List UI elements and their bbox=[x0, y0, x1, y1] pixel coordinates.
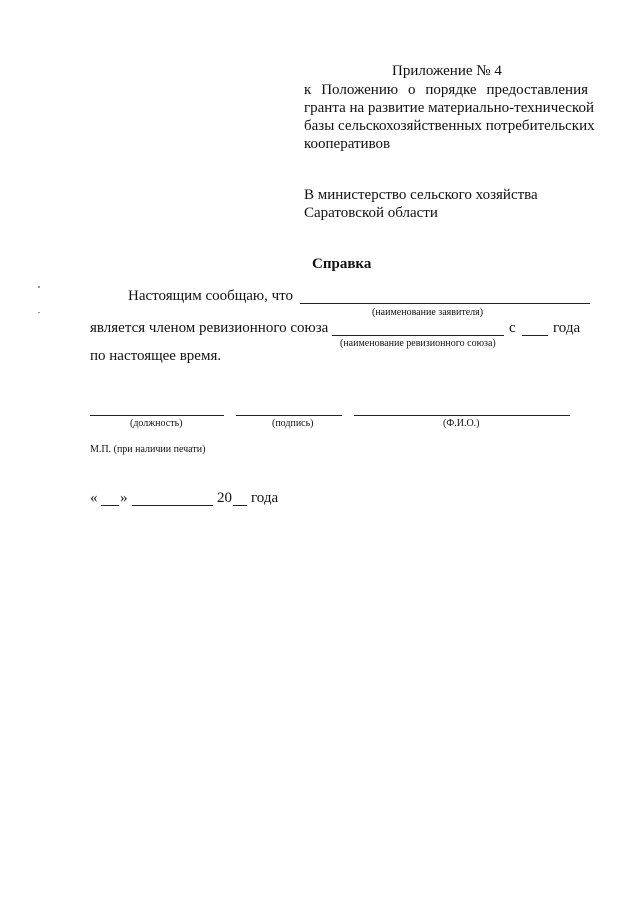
appendix-line: гранта на развитие материально-технической bbox=[304, 100, 594, 116]
date-century: 20 bbox=[217, 490, 232, 506]
full-name-caption: (Ф.И.О.) bbox=[443, 418, 480, 429]
applicant-name-field[interactable] bbox=[300, 303, 590, 304]
full-name-field[interactable] bbox=[354, 415, 570, 416]
date-close-quote: » bbox=[120, 490, 128, 506]
since-label: с bbox=[509, 320, 516, 336]
document-title: Справка bbox=[312, 256, 372, 272]
date-open-quote: « bbox=[90, 490, 98, 506]
position-field[interactable] bbox=[90, 415, 224, 416]
audit-union-field[interactable] bbox=[332, 335, 504, 336]
appendix-line: к Положению о порядке предоставления bbox=[304, 82, 588, 98]
body-line1-text: Настоящим сообщаю, что bbox=[128, 288, 294, 304]
year-label: года bbox=[553, 320, 581, 336]
appendix-number: Приложение № 4 bbox=[392, 63, 502, 79]
month-field[interactable] bbox=[132, 505, 213, 506]
member-since-field[interactable] bbox=[522, 335, 548, 336]
audit-union-caption: (наименование ревизионного союза) bbox=[340, 338, 496, 349]
body-line3-text: по настоящее время. bbox=[90, 348, 222, 364]
position-caption: (должность) bbox=[130, 418, 183, 429]
signature-caption: (подпись) bbox=[272, 418, 314, 429]
addressee-line: В министерство сельского хозяйства bbox=[304, 187, 538, 203]
signature-field[interactable] bbox=[236, 415, 342, 416]
stamp-note: М.П. (при наличии печати) bbox=[90, 444, 206, 455]
appendix-line: базы сельскохозяйственных потребительских bbox=[304, 118, 595, 134]
year-field[interactable] bbox=[233, 505, 247, 506]
appendix-description bbox=[304, 81, 595, 153]
day-field[interactable] bbox=[101, 505, 119, 506]
addressee bbox=[304, 186, 538, 222]
scan-speck bbox=[38, 312, 40, 313]
body-line2-text: является членом ревизионного союза bbox=[90, 320, 329, 336]
scan-speck bbox=[38, 286, 40, 288]
applicant-caption: (наименование заявителя) bbox=[372, 307, 484, 318]
appendix-line: кооперативов bbox=[304, 136, 391, 152]
date-year-word: года bbox=[251, 490, 279, 506]
addressee-line: Саратовской области bbox=[304, 205, 438, 221]
